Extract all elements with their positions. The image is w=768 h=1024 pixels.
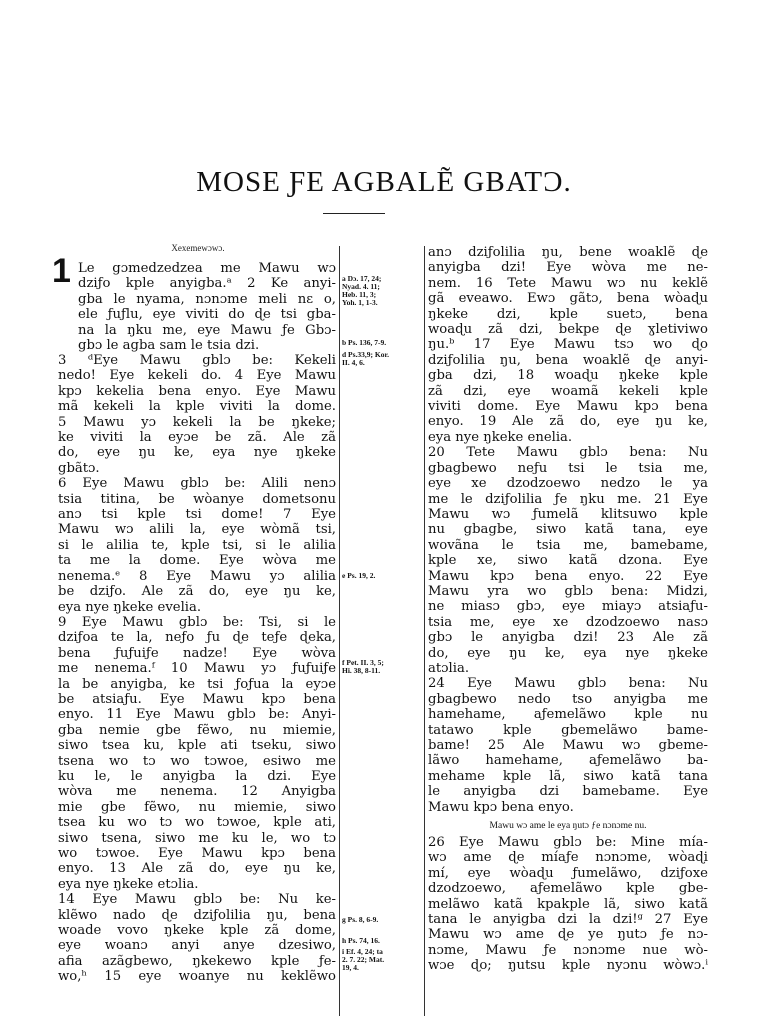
column-rule-left — [339, 246, 340, 1016]
text-line: Mawu kpɔ bena enyo. — [428, 799, 574, 815]
page-title: MOSE ƑE AGBALẼ GBATƆ. — [196, 166, 572, 198]
text-line: gba nemie gbe fẽwo, nu miemie, — [58, 722, 336, 738]
text-line: anyigba dzi! Eye wòva me ne- — [428, 260, 708, 276]
text-line: na la ŋku me, eye Mawu ƒe Gbɔ- — [78, 322, 336, 338]
text-line: anɔ dziƒolilia ŋu, bene woaklẽ ɖe — [428, 245, 708, 260]
text-line: si le alilia te, kple tsi, si le alilia — [58, 537, 336, 553]
cross-reference: 2. 7. 22; Mat. — [342, 955, 385, 964]
cross-reference: Yoh. 1, 1-3. — [342, 298, 378, 307]
cross-reference: b Ps. 136, 7-9. — [342, 338, 387, 347]
text-line: do, eye ŋu ke, eya nye ŋkeke — [428, 645, 708, 661]
text-line: 24 Eye Mawu gblɔ bena: Nu — [428, 676, 708, 692]
text-line: mã kekeli la kple viviti la dome. — [58, 399, 336, 415]
cross-reference: i Ef. 4, 24; ta — [342, 947, 383, 956]
text-line: wo tɔwoe. Eye Mawu kpɔ bena — [58, 846, 336, 861]
text-line: anɔ tsi kple tsi dome! 7 Eye — [58, 507, 336, 523]
text-line: Mawu kpɔ bena enyo. 22 Eye — [428, 568, 708, 584]
text-line: ne miasɔ gbɔ, eye miayɔ atsiaƒu- — [428, 599, 708, 615]
cross-reference: d Ps.33,9; Kor. — [342, 350, 390, 359]
text-line: enyo. 13 Ale zã do, eye ŋu ke, — [58, 861, 336, 877]
text-line: ku le, le anyigba la dzi. Eye — [58, 768, 336, 784]
text-line: tsena wo tɔ wo tɔwoe, esiwo me — [58, 753, 336, 769]
text-line: afia azãgbewo, ŋkekewo kple ƒe- — [58, 953, 336, 969]
cross-reference: Hi. 38, 8-11. — [342, 666, 381, 675]
left-column-continuation — [58, 353, 336, 985]
text-line: tsea ku wo tɔ wo tɔwoe, kple ati, — [58, 815, 336, 831]
text-line: Mawu wɔ ame le eya ŋutɔ ƒe nɔnɔme nu. — [489, 821, 647, 832]
text-line: ŋkeke dzi, kple suetɔ, bena — [428, 306, 708, 322]
text-line: Mawu wɔ ame ɖe ye ŋutɔ ƒe nɔ- — [428, 927, 708, 943]
cross-reference: g Ps. 8, 6-9. — [342, 915, 379, 924]
text-line: eye woanɔ anyi anye dzesiwo, — [58, 938, 336, 954]
text-line: melãwo katã kpakple lã, siwo katã — [428, 896, 708, 912]
text-line: gbagbewo neƒu tsi le tsia me, — [428, 460, 708, 476]
text-line: 26 Eye Mawu gblɔ be: Mine mía- — [428, 835, 708, 851]
cross-reference: a Dɔ. 17, 24; — [342, 274, 382, 283]
text-line: dziƒolilia ŋu, bena woaklẽ ɖe anyi- — [428, 352, 708, 368]
text-line: me nenema.ᶠ 10 Mawu yɔ ƒuƒuiƒe — [58, 661, 336, 677]
text-line: 6 Eye Mawu gblɔ be: Alili nenɔ — [58, 476, 336, 492]
text-line: kple xe, siwo katã dzona. Eye — [428, 553, 708, 569]
text-line: 3 ᵈEye Mawu gblɔ be: Kekeli — [58, 353, 336, 368]
text-line: bame! 25 Ale Mawu wɔ gbeme- — [428, 738, 708, 753]
text-line: siwo tsea ku, kple ati tseku, siwo — [58, 738, 336, 754]
text-line: be atsiaƒu. Eye Mawu kpɔ bena — [58, 691, 336, 707]
text-line: zã dzi, eye woamã kekeli kple — [428, 383, 708, 399]
text-line: lãwo hamehame, aƒemelãwo ba- — [428, 753, 708, 769]
text-line: gã eveawo. Ewɔ gãtɔ, bena wòaɖu — [428, 291, 708, 307]
text-line: ele ƒuƒlu, eye viviti do ɖe tsi gba- — [78, 307, 336, 323]
chapter-number: 1 — [52, 252, 71, 290]
text-line: gbɔ le agba sam le tsia dzi. — [78, 338, 260, 354]
cross-reference: h Ps. 74, 16. — [342, 936, 380, 945]
cross-reference: 19, 4. — [342, 963, 359, 972]
text-line: gbagbewo nedo tso anyigba me — [428, 691, 708, 707]
cross-reference: Heb. 11, 3; — [342, 290, 377, 299]
text-line: gbɔ le anyigba dzi! 23 Ale zã — [428, 630, 708, 646]
text-line: 14 Eye Mawu gblɔ be: Nu ke- — [58, 892, 336, 908]
text-line: nu gbagbe, siwo katã tana, eye — [428, 522, 708, 538]
text-line: klẽwo nado ɖe dziƒolilia ŋu, bena — [58, 907, 336, 923]
title-rule — [323, 213, 385, 214]
text-line: gbãtɔ. — [58, 460, 100, 476]
text-line: nenema.ᵉ 8 Eye Mawu yɔ alilia — [58, 568, 336, 584]
cross-reference: II. 4, 6. — [342, 358, 365, 367]
text-line: dziƒo kple anyigba.ᵃ 2 Ke anyi- — [78, 276, 336, 292]
text-line: woaɖu zã dzi, bekpe ɖe ɣletiviwo — [428, 322, 708, 338]
text-line: nɔme, Mawu ƒe nɔnɔme nue wò- — [428, 942, 708, 958]
text-line: eye xe dzodzoewo nedzo le ya — [428, 476, 708, 492]
text-line: be dziƒo. Ale zã do, eye ŋu ke, — [58, 584, 336, 600]
text-line: mehame kple lã, siwo katã tana — [428, 768, 708, 784]
cross-reference: e Ps. 19, 2. — [342, 571, 376, 580]
text-line: ta me la dome. Eye wòva me — [58, 553, 336, 569]
text-line: nem. 16 Tete Mawu wɔ nu keklẽ — [428, 275, 708, 291]
text-line: ŋu.ᵇ 17 Eye Mawu tsɔ wo ɖo — [428, 337, 708, 353]
cross-reference: Nyad. 4. 11; — [342, 282, 380, 291]
text-line: ke viviti la eyɔe be zã. Ale zã — [58, 430, 336, 446]
text-line: atɔlia. — [428, 660, 470, 676]
text-line: mie gbe fẽwo, nu miemie, siwo — [58, 799, 336, 815]
text-line: me le dziƒolilia ƒe ŋku me. 21 Eye — [428, 491, 708, 507]
text-line: eya nye ŋkeke etɔlia. — [58, 876, 199, 892]
text-line: hamehame, aƒemelãwo kple nu — [428, 707, 708, 723]
section-heading: Xexemewɔwɔ. — [171, 243, 225, 253]
text-line: kpɔ kekelia bena enyo. Eye Mawu — [58, 383, 336, 399]
text-line: eya nye ŋkeke evelia. — [58, 599, 202, 615]
cross-reference: f Pet. II. 3, 5; — [342, 658, 384, 667]
right-column — [428, 245, 708, 974]
text-line: nedo! Eye kekeli do. 4 Eye Mawu — [58, 368, 336, 384]
text-line: tsia titina, be wòanye dometsonu — [58, 491, 336, 507]
text-line: 9 Eye Mawu gblɔ be: Tsi, si le — [58, 614, 336, 630]
text-line: viviti dome. Eye Mawu kpɔ bena — [428, 399, 708, 415]
text-line: bena ƒuƒuiƒe nadze! Eye wòva — [58, 645, 336, 661]
text-line: wo,ʰ 15 eye woanye nu keklẽwo — [58, 969, 336, 985]
text-line: Mawu wɔ alili la, eye wòmã tsi, — [58, 522, 336, 538]
text-line: le anyigba dzi bamebame. Eye — [428, 784, 708, 800]
text-line: 20 Tete Mawu gblɔ bena: Nu — [428, 445, 708, 461]
text-line: gba le nyama, nɔnɔme meli nɛ o, — [78, 291, 336, 307]
text-line: Mawu yra wo gblɔ bena: Midzi, — [428, 583, 708, 599]
text-line: wɔe ɖo; ŋutsu kple nyɔnu wòwɔ.ⁱ — [428, 958, 708, 974]
left-column — [78, 261, 336, 353]
text-line: wovãna le tsia me, bamebame, — [428, 537, 708, 553]
text-line: enyo. 11 Eye Mawu gblɔ be: Anyi- — [58, 707, 336, 723]
text-line: wòva me nenema. 12 Anyigba — [58, 784, 336, 800]
text-line: siwo tsena, siwo me ku le, wo tɔ — [58, 830, 336, 846]
text-line: tana le anyigba dzi la dzi!ᵍ 27 Eye — [428, 912, 708, 928]
text-line: la be anyigba, ke tsi ƒoƒua la eyɔe — [58, 676, 336, 692]
text-line: wɔ ame ɖe míaƒe nɔnɔme, wòaɖi — [428, 850, 708, 866]
text-line: tatawo kple gbemelãwo bame- — [428, 722, 708, 738]
text-line: Mawu wɔ ƒumelã klitsuwo kple — [428, 506, 708, 522]
text-line: woade vovo ŋkeke kple zã dome, — [58, 923, 336, 939]
text-line: gba dzi, 18 woaɖu ŋkeke kple — [428, 368, 708, 384]
text-line: mí, eye wòaɖu ƒumelãwo, dziƒoxe — [428, 865, 708, 881]
text-line: dzodzoewo, aƒemelãwo kple gbe- — [428, 881, 708, 897]
text-line: do, eye ŋu ke, eya nye ŋkeke — [58, 445, 336, 461]
text-line: eya nye ŋkeke enelia. — [428, 429, 573, 445]
text-line: enyo. 19 Ale zã do, eye ŋu ke, — [428, 414, 708, 430]
text-line: dziƒoa te la, neƒo ƒu ɖe teƒe ɖeka, — [58, 630, 336, 646]
text-line: Le gɔmedzedzea me Mawu wɔ — [78, 261, 336, 276]
text-line: 5 Mawu yɔ kekeli la be ŋkeke; — [58, 414, 336, 430]
text-line: tsia me, eye xe dzodzoewo nasɔ — [428, 614, 708, 630]
